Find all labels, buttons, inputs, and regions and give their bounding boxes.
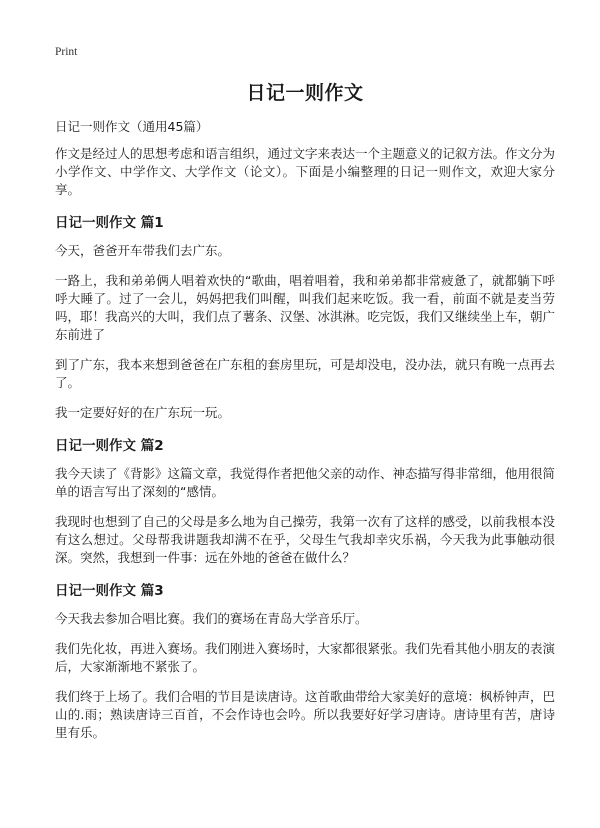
paragraph: 今天我去参加合唱比赛。我们的赛场在青岛大学音乐厅。: [55, 611, 368, 626]
paragraph: 今天，爸爸开车带我们去广东。: [55, 243, 231, 258]
page-title: 日记一则作文: [246, 82, 364, 104]
paragraph: 一路上，我和弟弟俩人唱着欢快的“歌曲，唱着唱着，我和弟弟都非常疲惫了，就都躺下呼呼大睡了。过了一会儿，妈妈把我们叫醒，叫我们起来吃饭。我一看，前面不就是麦当劳吗，耶！我高兴的大叫，我们点了薯条、汉堡、冰淇淋。吃完饭，我们又继续坐上车，朝广东前进了: [55, 273, 556, 342]
paragraph: 到了广东，我本来想到爸爸在广东租的套房里玩，可是却没电，没办法，就只有晚一点再去了。: [55, 357, 556, 390]
section-heading-3: 日记一则作文 篇3: [55, 583, 164, 599]
section-heading-1: 日记一则作文 篇1: [55, 215, 164, 231]
paragraph: 我现时也想到了自己的父母是多么地为自己操劳，我第一次有了这样的感受，以前我根本没有这么想过。父母帮我讲题我却满不在乎，父母生气我却幸灾乐祸，今天我为此事触动很深。突然，我想到一件事：远在外地的爸爸在做什么？: [55, 514, 556, 565]
intro-paragraph: 作文是经过人的思想考虑和语言组织，通过文字来表达一个主题意义的记叙方法。作文分为小学作文、中学作文、大学作文（论文）。下面是小编整理的日记一则作文，欢迎大家分享。: [55, 146, 556, 197]
section-heading-2: 日记一则作文 篇2: [55, 438, 164, 454]
paragraph: 我今天读了《背影》这篇文章，我觉得作者把他父亲的动作、神态描写得非常细，他用很简单的语言写出了深刻的“感情。: [55, 466, 556, 499]
article-body: [55, 118, 555, 754]
paragraph: 我们终于上场了。我们合唱的节目是读唐诗。这首歌曲带给大家美好的意境：枫桥钟声，巴山的.雨；熟读唐诗三百首，不会作诗也会吟。所以我要好好学习唐诗。唐诗里有苦，唐诗里有乐。: [55, 689, 556, 740]
print-link[interactable]: Print: [55, 46, 78, 58]
paragraph: 我一定要好好的在广东玩一玩。: [55, 405, 231, 420]
article-subtitle: 日记一则作文（通用45篇）: [55, 119, 209, 134]
paragraph: 我们先化妆，再进入赛场。我们刚进入赛场时，大家都很紧张。我们先看其他小朋友的表演后，大家渐渐地不紧张了。: [55, 641, 556, 674]
